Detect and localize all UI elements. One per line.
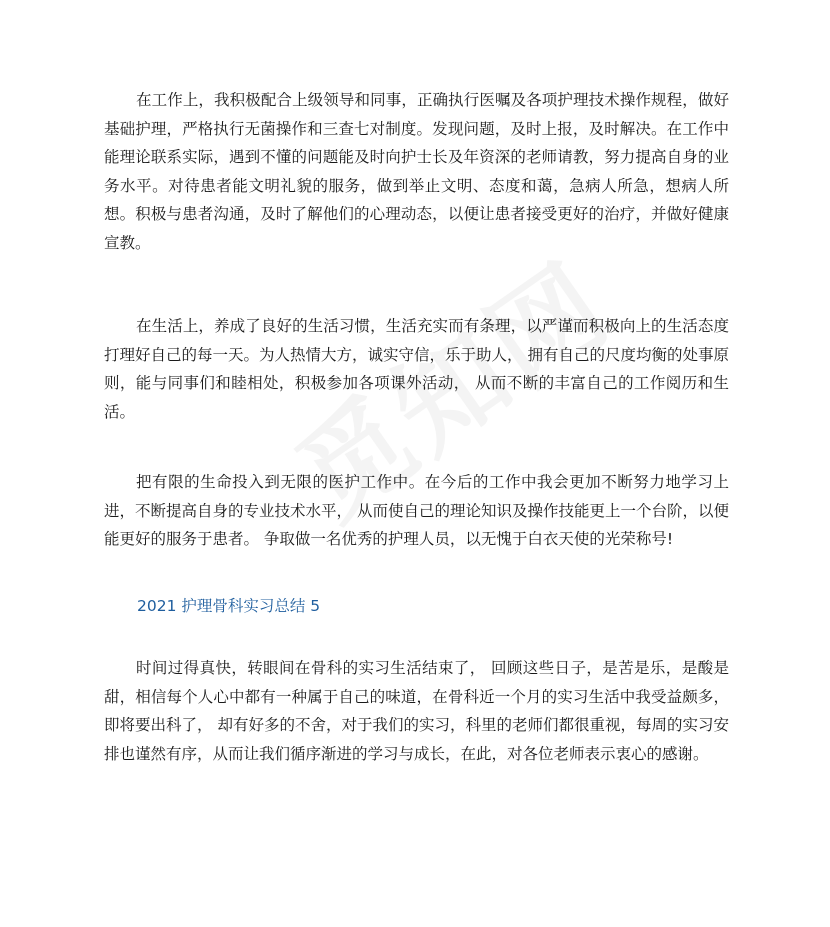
paragraph-summary: 时间过得真快，转眼间在骨科的实习生活结束了， 回顾这些日子，是苦是乐，是酸是甜，相信每个人心中都有一种属于自己的味道，在骨科近一个月的实习生活中我受益颇多，即将要出科了， 却有好多的不舍，对于我们的实习，科里的老师们都很重视，每周的实习安排也谨然有序，从而让我们循序渐进的学习与成长，在此，对各位老师表示衷心的感谢。 bbox=[104, 659, 729, 763]
paragraph-life: 在生活上，养成了良好的生活习惯，生活充实而有条理，以严谨而积极向上的生活态度打理好自己的每一天。为人热情大方，诚实守信，乐于助人， 拥有自己的尺度均衡的处事原则，能与同事们和睦相处，积极参加各项课外活动， 从而不断的丰富自己的工作阅历和生活。 bbox=[104, 317, 729, 421]
paragraph-work: 在工作上，我积极配合上级领导和同事，正确执行医嘱及各项护理技术操作规程，做好基础护理，严格执行无菌操作和三查七对制度。发现问题，及时上报，及时解决。在工作中能理论联系实际，遇到不懂的问题能及时向护士长及年资深的老师请教，努力提高自身的业务水平。对待患者能文明礼貌的服务，做到举止文明、态度和蔼，急病人所急，想病人所想。积极与患者沟通，及时了解他们的心理动态，以便让患者接受更好的治疗，并做好健康宣教。 bbox=[104, 91, 729, 252]
paragraph-goal: 把有限的生命投入到无限的医护工作中。在今后的工作中我会更加不断努力地学习上进，不断提高自身的专业技术水平， 从而使自己的理论知识及操作技能更上一个台阶，以便能更好的服务于患者。 争取做一名优秀的护理人员，以无愧于白衣天使的光荣称号! bbox=[104, 473, 729, 548]
section-heading: 2021 护理骨科实习总结 5 bbox=[137, 597, 321, 615]
